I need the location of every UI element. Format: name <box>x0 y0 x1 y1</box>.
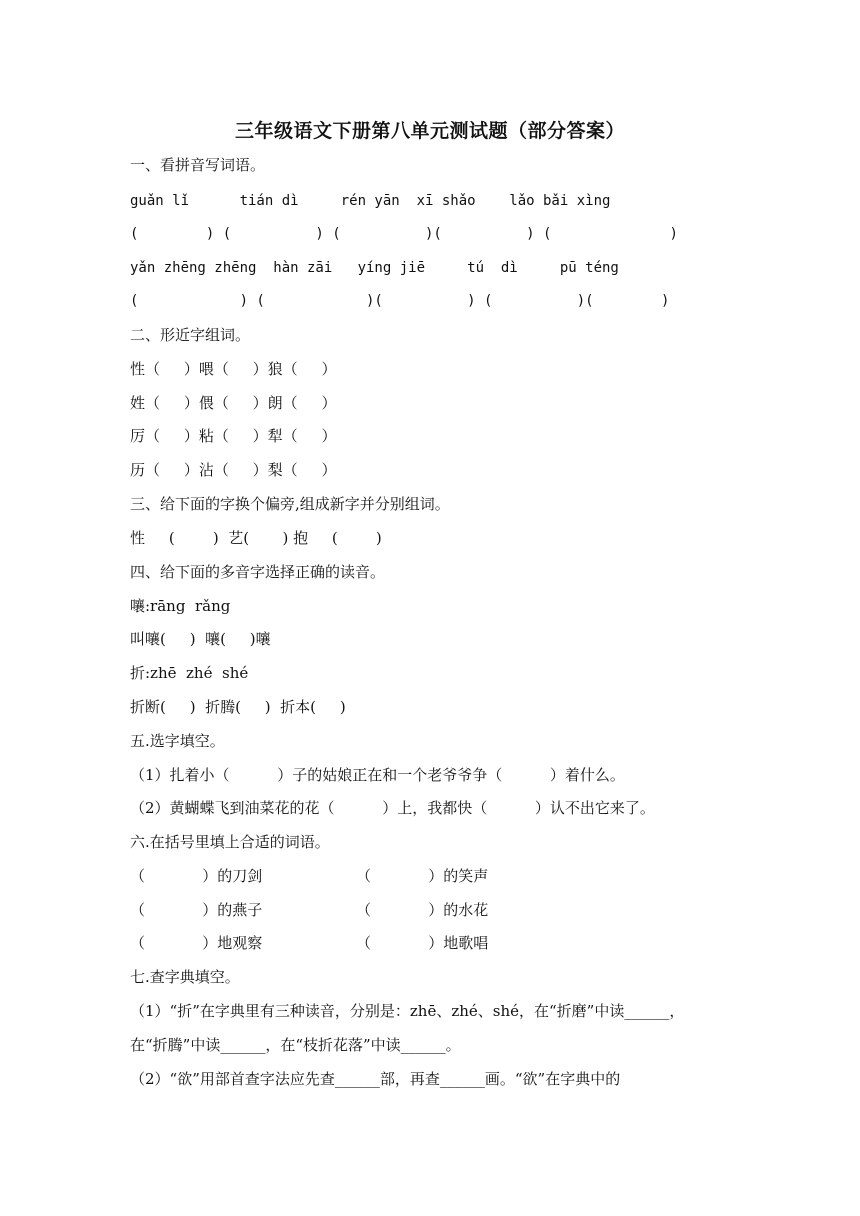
section-2-heading: 二、形近字组词。 <box>130 326 251 344</box>
answer-brackets-row-2: ( ) ( )( ) ( )( ) <box>130 293 670 309</box>
fill-question-1: （1）扎着小（ ）子的姑娘正在和一个老爷爷争（ ）着什么。 <box>130 766 625 784</box>
similar-char-row: 厉（ ）粘（ ）犁（ ） <box>130 427 337 445</box>
pinyin-row-1: guǎn lǐ tián dì rén yān xī shǎo lǎo bǎi xìng <box>130 193 611 209</box>
phrase-blank-left: （ ）的燕子 <box>130 901 263 919</box>
similar-char-row: 性（ ）喂（ ）狼（ ） <box>130 360 337 378</box>
section-4-heading: 四、给下面的多音字选择正确的读音。 <box>130 563 386 581</box>
page-title: 三年级语文下册第八单元测试题（部分答案） <box>234 120 625 142</box>
phrase-blank-left: （ ）的刀剑 <box>130 867 263 885</box>
pinyin-row-2: yǎn zhēng zhēng hàn zāi yíng jiē tú dì pū téng <box>130 260 619 276</box>
section-5-heading: 五.选字填空。 <box>130 732 225 750</box>
similar-char-row: 姓（ ）偎（ ）朗（ ） <box>130 394 337 412</box>
section-1-heading: 一、看拼音写词语。 <box>130 156 266 174</box>
polyphone-rang-blanks: 叫嚷( ) 嚷( )嚷 <box>130 630 271 648</box>
answer-brackets-row-1: ( ) ( ) ( )( ) ( ) <box>130 226 678 242</box>
phrase-blank-right: （ ）的水花 <box>356 901 489 919</box>
polyphone-zhe-readings: 折:zhē zhé shé <box>130 664 249 682</box>
dictionary-question-1b: 在“折腾”中读______，在“枝折花落”中读______。 <box>130 1036 461 1054</box>
phrase-blank-left: （ ）地观察 <box>130 934 263 952</box>
radical-change-row: 性 ( ) 艺( ) 抱 ( ) <box>130 529 382 547</box>
polyphone-rang-readings: 嚷:rāng rǎng <box>130 597 231 615</box>
section-6-heading: 六.在括号里填上合适的词语。 <box>130 833 330 851</box>
dictionary-question-1a: （1）“折”在字典里有三种读音，分别是：zhē、zhé、shé，在“折磨”中读______， <box>130 1002 685 1020</box>
dictionary-question-2: （2）“欲”用部首查字法应先查______部，再查______画。“欲”在字典中的 <box>130 1070 621 1088</box>
phrase-blank-right: （ ）的笑声 <box>356 867 489 885</box>
polyphone-zhe-blanks: 折断( ) 折腾( ) 折本( ) <box>130 698 346 716</box>
section-7-heading: 七.查字典填空。 <box>130 968 240 986</box>
fill-question-2: （2）黄蝴蝶飞到油菜花的花（ ）上，我都快（ ）认不出它来了。 <box>130 799 655 817</box>
similar-char-row: 历（ ）沾（ ）梨（ ） <box>130 461 337 479</box>
section-3-heading: 三、给下面的字换个偏旁,组成新字并分别组词。 <box>130 495 450 513</box>
phrase-blank-right: （ ）地歌唱 <box>356 934 489 952</box>
